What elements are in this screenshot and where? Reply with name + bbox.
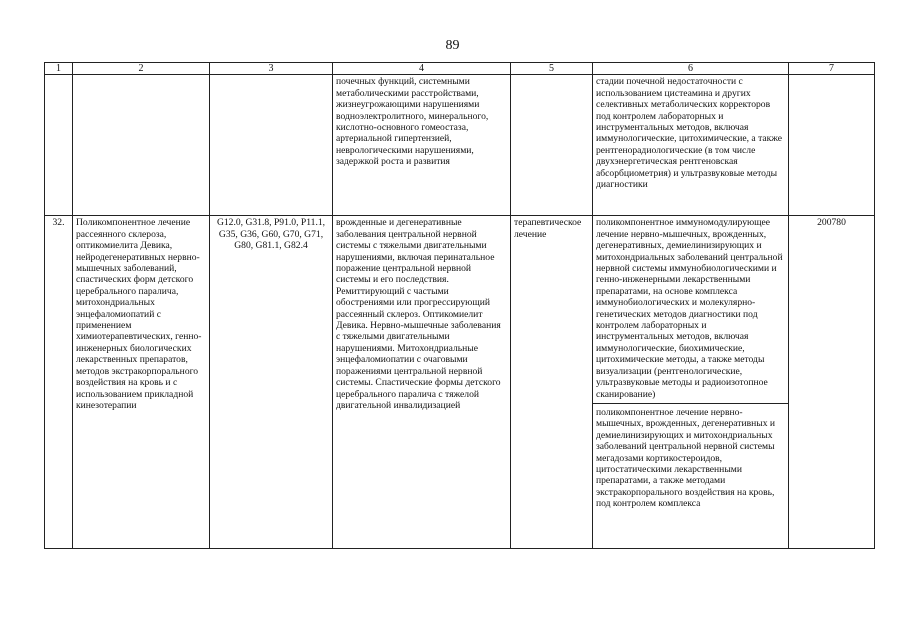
header-col-4: 4 (333, 63, 511, 75)
cont-cost (789, 75, 875, 216)
continuation-row (45, 75, 875, 216)
cont-treatment-type (511, 75, 593, 216)
row-treatment-type: терапевтическое лечение (511, 216, 593, 549)
header-col-7: 7 (789, 63, 875, 75)
cont-number (45, 75, 73, 216)
row-cost: 200780 (789, 216, 875, 549)
method-1: поликомпонентное иммуномодулирующее лечение нервно-мышечных, врожденных, дегенеративных, демиелинизирующих и митохондриальных заболеваний центральной нервной системы иммунобиологическими и генно-инженерными лекарственными препаратами, на основе комплекса иммунобиологических и молекулярно-генетических методов диагностики под контролем лабораторных и инструментальных методов, включая иммунологические, биохимические, цитохимические методы, а также методы визуализации (рентгенологические, ультразвуковые методы и радиоизотопное сканирование) (596, 217, 783, 400)
row-codes: G12.0, G31.8, P91.0, P11.1, G35, G36, G60, G70, G71, G80, G81.1, G82.4 (210, 216, 333, 549)
cont-model: почечных функций, системными метаболическими расстройствами, жизнеугрожающими нарушениями водноэлектролитного, минерального, кислотно-основного гомеостаза, артериальной гипертензией, неврологическими нарушениями, задержкой роста и развития (333, 75, 511, 216)
cont-codes (210, 75, 333, 216)
page-number: 89 (445, 38, 460, 53)
table-row-32 (45, 216, 875, 549)
header-col-2: 2 (73, 63, 210, 75)
row-name: Поликомпонентное лечение рассеянного склероза, оптикомиелита Девика, нейродегенеративных нервно-мышечных заболеваний, спастических форм детского церебрального паралича, митохондриальных энцефаломиопатий с применением химиотерапевтических, генно-инженерных биологических лекарственных препаратов, методов экстракорпорального воздействия на кровь и с использованием прикладной кинезотерапии (73, 216, 210, 549)
row-model: врожденные и дегенеративные заболевания центральной нервной системы с тяжелыми двигательными нарушениями, включая перинатальное поражение центральной нервной системы и его последствия. Ремиттирующий с частыми обострениями или прогрессирующий рассеянный склероз. Оптикомиелит Девика. Нервно-мышечные заболевания с тяжелыми двигательными нарушениями. Митохондриальные энцефаломиопатии с очаговыми поражениями центральной нервной системы. Спастические формы детского церебрального паралича с тяжелой двигательной инвалидизацией (333, 216, 511, 549)
row-methods (593, 216, 789, 549)
header-col-3: 3 (210, 63, 333, 75)
method-2: поликомпонентное лечение нервно-мышечных, врожденных, дегенеративных и демиелинизирующих и митохондриальных заболеваний центральной нервной системы мегадозами кортикостероидов, цитостатическими лекарственными препаратами, а также методами экстракорпорального воздействия на кровь, под контролем комплекса (593, 403, 788, 510)
header-col-6: 6 (593, 63, 789, 75)
cont-name (73, 75, 210, 216)
treatment-table (44, 62, 875, 549)
header-row (45, 63, 875, 75)
cont-method: стадии почечной недостаточности с использованием цистеамина и других селективных метаболических корректоров под контролем лабораторных и инструментальных методов, включая иммунологические, цитохимические, а также рентгенорадиологические (в том числе двухэнергетическая рентгеновская абсорбциометрия) и ультразвуковые методы диагностики (593, 75, 789, 216)
header-col-1: 1 (45, 63, 73, 75)
row-number: 32. (45, 216, 73, 549)
header-col-5: 5 (511, 63, 593, 75)
